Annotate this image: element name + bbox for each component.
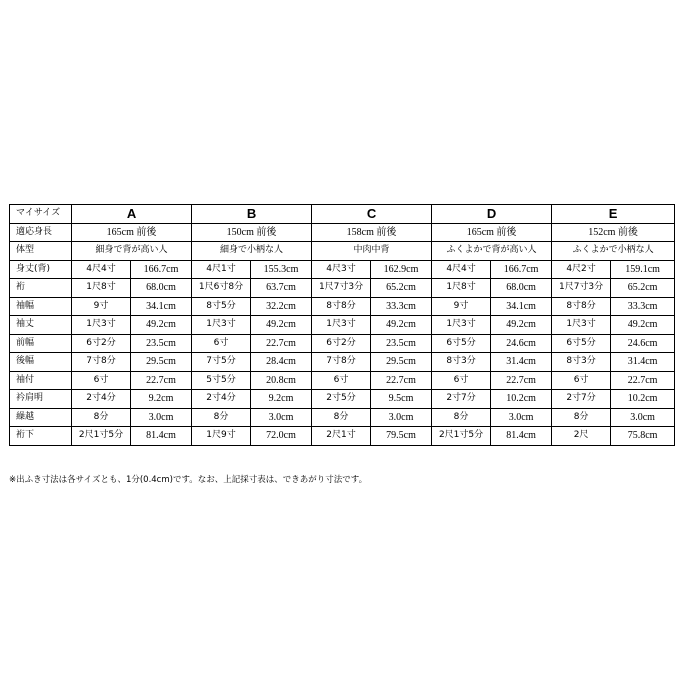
measurement-cm-value: 31.4cm <box>491 353 552 372</box>
measurement-row <box>10 427 675 446</box>
measurement-cm-value: 155.3cm <box>251 260 312 279</box>
measurement-shaku-value: 2尺1寸5分 <box>432 427 491 446</box>
measurement-shaku-value: 8寸8分 <box>312 297 371 316</box>
measurement-shaku-value: 2寸4分 <box>192 390 251 409</box>
measurement-row <box>10 316 675 335</box>
size-header-label: マイサイズ <box>10 205 72 224</box>
measurement-cm-value: 68.0cm <box>491 279 552 298</box>
measurement-shaku-value: 2寸7分 <box>432 390 491 409</box>
measurement-cm-value: 3.0cm <box>611 408 675 427</box>
body-type-a: 細身で背が高い人 <box>72 242 192 261</box>
measurement-shaku-value: 4尺4寸 <box>72 260 131 279</box>
measurement-cm-value: 24.6cm <box>611 334 675 353</box>
measurement-label: 袖幅 <box>10 297 72 316</box>
fit-height-label: 適応身長 <box>10 223 72 242</box>
measurement-shaku-value: 8寸8分 <box>552 297 611 316</box>
measurement-label: 裄下 <box>10 427 72 446</box>
measurement-cm-value: 162.9cm <box>371 260 432 279</box>
measurement-cm-value: 10.2cm <box>611 390 675 409</box>
measurement-shaku-value: 1尺3寸 <box>552 316 611 335</box>
measurement-label: 袖丈 <box>10 316 72 335</box>
measurement-cm-value: 65.2cm <box>611 279 675 298</box>
measurement-cm-value: 81.4cm <box>491 427 552 446</box>
measurement-cm-value: 49.2cm <box>251 316 312 335</box>
measurement-shaku-value: 8分 <box>72 408 131 427</box>
measurement-cm-value: 3.0cm <box>131 408 192 427</box>
body-type-b: 細身で小柄な人 <box>192 242 312 261</box>
measurement-cm-value: 3.0cm <box>251 408 312 427</box>
measurement-label: 袖付 <box>10 371 72 390</box>
measurement-shaku-value: 9寸 <box>72 297 131 316</box>
measurement-shaku-value: 6寸5分 <box>432 334 491 353</box>
body-type-d: ふくよかで背が高い人 <box>432 242 552 261</box>
measurement-label: 身丈(背) <box>10 260 72 279</box>
measurement-shaku-value: 2寸7分 <box>552 390 611 409</box>
measurement-cm-value: 65.2cm <box>371 279 432 298</box>
measurement-shaku-value: 5寸5分 <box>192 371 251 390</box>
measurement-cm-value: 9.2cm <box>251 390 312 409</box>
measurement-cm-value: 28.4cm <box>251 353 312 372</box>
measurement-rows <box>10 260 675 445</box>
measurement-shaku-value: 1尺8寸 <box>432 279 491 298</box>
measurement-cm-value: 49.2cm <box>131 316 192 335</box>
measurement-shaku-value: 1尺7寸3分 <box>552 279 611 298</box>
measurement-cm-value: 72.0cm <box>251 427 312 446</box>
measurement-shaku-value: 9寸 <box>432 297 491 316</box>
measurement-shaku-value: 6寸 <box>312 371 371 390</box>
measurement-label: 後幅 <box>10 353 72 372</box>
measurement-cm-value: 9.2cm <box>131 390 192 409</box>
measurement-cm-value: 29.5cm <box>131 353 192 372</box>
measurement-shaku-value: 8寸3分 <box>552 353 611 372</box>
measurement-shaku-value: 8寸3分 <box>432 353 491 372</box>
measurement-cm-value: 3.0cm <box>491 408 552 427</box>
measurement-shaku-value: 4尺4寸 <box>432 260 491 279</box>
measurement-cm-value: 63.7cm <box>251 279 312 298</box>
measurement-cm-value: 32.2cm <box>251 297 312 316</box>
measurement-cm-value: 49.2cm <box>611 316 675 335</box>
measurement-cm-value: 22.7cm <box>611 371 675 390</box>
size-letter-d: D <box>432 205 552 224</box>
measurement-cm-value: 34.1cm <box>491 297 552 316</box>
measurement-cm-value: 68.0cm <box>131 279 192 298</box>
fit-height-a: 165cm 前後 <box>72 223 192 242</box>
measurement-cm-value: 10.2cm <box>491 390 552 409</box>
measurement-cm-value: 23.5cm <box>131 334 192 353</box>
measurement-label: 裄 <box>10 279 72 298</box>
measurement-shaku-value: 8分 <box>192 408 251 427</box>
measurement-cm-value: 33.3cm <box>371 297 432 316</box>
fit-height-c: 158cm 前後 <box>312 223 432 242</box>
fit-height-b: 150cm 前後 <box>192 223 312 242</box>
measurement-shaku-value: 1尺3寸 <box>192 316 251 335</box>
measurement-row <box>10 334 675 353</box>
measurement-cm-value: 49.2cm <box>491 316 552 335</box>
measurement-shaku-value: 6寸 <box>432 371 491 390</box>
measurement-cm-value: 79.5cm <box>371 427 432 446</box>
measurement-shaku-value: 1尺3寸 <box>432 316 491 335</box>
measurement-cm-value: 159.1cm <box>611 260 675 279</box>
measurement-label: 衿肩明 <box>10 390 72 409</box>
measurement-row <box>10 297 675 316</box>
measurement-shaku-value: 1尺7寸3分 <box>312 279 371 298</box>
measurement-label: 前幅 <box>10 334 72 353</box>
measurement-row <box>10 371 675 390</box>
measurement-cm-value: 81.4cm <box>131 427 192 446</box>
body-type-row <box>10 242 675 261</box>
measurement-cm-value: 22.7cm <box>371 371 432 390</box>
measurement-shaku-value: 2尺1寸5分 <box>72 427 131 446</box>
measurement-cm-value: 23.5cm <box>371 334 432 353</box>
measurement-shaku-value: 8分 <box>432 408 491 427</box>
measurement-cm-value: 22.7cm <box>131 371 192 390</box>
size-header-row <box>10 205 675 224</box>
measurement-shaku-value: 8分 <box>552 408 611 427</box>
measurement-cm-value: 33.3cm <box>611 297 675 316</box>
size-letter-e: E <box>552 205 675 224</box>
fit-height-d: 165cm 前後 <box>432 223 552 242</box>
measurement-cm-value: 20.8cm <box>251 371 312 390</box>
measurement-shaku-value: 8分 <box>312 408 371 427</box>
fit-height-row <box>10 223 675 242</box>
measurement-shaku-value: 7寸8分 <box>72 353 131 372</box>
measurement-shaku-value: 2寸4分 <box>72 390 131 409</box>
measurement-row <box>10 260 675 279</box>
body-type-c: 中肉中背 <box>312 242 432 261</box>
measurement-cm-value: 3.0cm <box>371 408 432 427</box>
measurement-cm-value: 9.5cm <box>371 390 432 409</box>
measurement-shaku-value: 6寸 <box>72 371 131 390</box>
measurement-row <box>10 390 675 409</box>
measurement-shaku-value: 6寸 <box>552 371 611 390</box>
measurement-shaku-value: 1尺6寸8分 <box>192 279 251 298</box>
measurement-shaku-value: 7寸5分 <box>192 353 251 372</box>
measurement-shaku-value: 6寸2分 <box>72 334 131 353</box>
fit-height-e: 152cm 前後 <box>552 223 675 242</box>
measurement-shaku-value: 8寸5分 <box>192 297 251 316</box>
measurement-shaku-value: 2尺 <box>552 427 611 446</box>
measurement-shaku-value: 6寸2分 <box>312 334 371 353</box>
measurement-cm-value: 166.7cm <box>491 260 552 279</box>
measurement-row <box>10 408 675 427</box>
size-chart-table <box>9 204 675 446</box>
measurement-shaku-value: 2尺1寸 <box>312 427 371 446</box>
size-letter-c: C <box>312 205 432 224</box>
measurement-cm-value: 24.6cm <box>491 334 552 353</box>
measurement-shaku-value: 6寸 <box>192 334 251 353</box>
measurement-shaku-value: 6寸5分 <box>552 334 611 353</box>
measurement-cm-value: 31.4cm <box>611 353 675 372</box>
measurement-cm-value: 75.8cm <box>611 427 675 446</box>
measurement-cm-value: 166.7cm <box>131 260 192 279</box>
measurement-shaku-value: 2寸5分 <box>312 390 371 409</box>
measurement-shaku-value: 4尺3寸 <box>312 260 371 279</box>
measurement-shaku-value: 1尺3寸 <box>72 316 131 335</box>
measurement-shaku-value: 1尺3寸 <box>312 316 371 335</box>
measurement-shaku-value: 1尺8寸 <box>72 279 131 298</box>
body-type-e: ふくよかで小柄な人 <box>552 242 675 261</box>
measurement-shaku-value: 1尺9寸 <box>192 427 251 446</box>
measurement-shaku-value: 7寸8分 <box>312 353 371 372</box>
measurement-row <box>10 353 675 372</box>
measurement-cm-value: 34.1cm <box>131 297 192 316</box>
measurement-shaku-value: 4尺2寸 <box>552 260 611 279</box>
body-type-label: 体型 <box>10 242 72 261</box>
size-letter-a: A <box>72 205 192 224</box>
measurement-cm-value: 22.7cm <box>491 371 552 390</box>
footnote: ※出ふき寸法は各サイズとも、1分(0.4cm)です。なお、上記採寸表は、できあがり寸法です。 <box>9 475 368 485</box>
size-letter-b: B <box>192 205 312 224</box>
measurement-cm-value: 29.5cm <box>371 353 432 372</box>
measurement-label: 繰越 <box>10 408 72 427</box>
measurement-row <box>10 279 675 298</box>
measurement-cm-value: 49.2cm <box>371 316 432 335</box>
measurement-shaku-value: 4尺1寸 <box>192 260 251 279</box>
measurement-cm-value: 22.7cm <box>251 334 312 353</box>
